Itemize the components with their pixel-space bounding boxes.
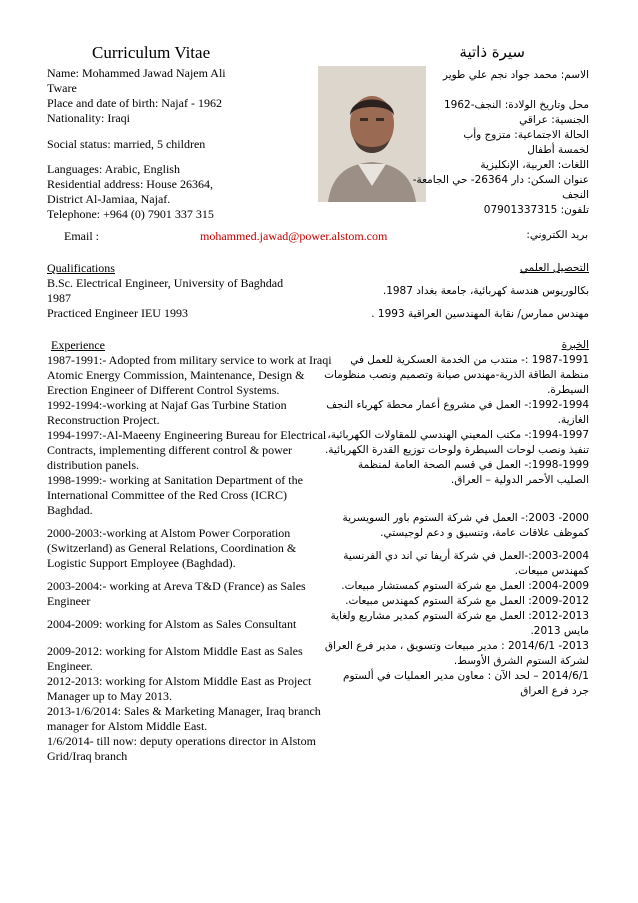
experience-item-arabic: 2003-2004:-العمل في شركة أريفا تي اند دي الفرنسية كمهندس مبيعات.	[343, 550, 589, 577]
experience-item: 1994-1997:-Al-Maeeny Engineering Bureau for Electrical Contracts, implementing different control & power distribution panels.	[47, 428, 327, 472]
title-english: Curriculum Vitae	[92, 43, 211, 62]
qualifications-english	[47, 261, 332, 321]
qualifications-arabic	[324, 261, 589, 322]
experience-item: 2012-2013: working for Alstom Middle East as Project Manager up to May 2013.	[47, 674, 312, 703]
experience-heading-arabic: الخبرة	[561, 339, 589, 351]
experience-item: 2013-1/6/2014: Sales & Marketing Manager, Iraq branch manager for Alstom Middle East.	[47, 704, 321, 733]
experience-item: 2000-2003:-working at Alstom Power Corporation (Switzerland) as General Relations, Coordination & Logistic Support Employee (Baghdad).	[47, 526, 297, 570]
practiced-engineer: Practiced Engineer IEU 1993	[47, 306, 188, 320]
address-arabic-2: النجف	[562, 189, 589, 201]
experience-item: 1/6/2014- till now: deputy operations director in Alstom Grid/Iraq branch	[47, 734, 316, 763]
degree-arabic: بكالوريوس هندسة كهربائية، جامعة بغداد 1987.	[382, 285, 589, 297]
experience-item: 2004-2009: working for Alstom as Sales Consultant	[47, 617, 297, 631]
social-arabic-2: لخمسة أطفال	[527, 144, 589, 156]
nationality-arabic: الجنسية: عراقي	[519, 114, 589, 126]
qualifications-heading: Qualifications	[47, 261, 115, 275]
address-line-1: Residential address: House 26364,	[47, 177, 213, 191]
experience-heading: Experience	[51, 338, 105, 352]
name-arabic: الاسم: محمد جواد نجم علي طوير	[442, 69, 589, 81]
personal-info-english	[47, 66, 332, 126]
qualifications-heading-arabic: التحصيل العلمي	[519, 262, 589, 274]
experience-item-arabic: 2009-2012: العمل مع شركة الستوم كمهندس مبيعات.	[345, 595, 589, 607]
experience-item-arabic: 2012-2013: العمل مع شركة الستوم كمدير مشاريع ولغاية مايس 2013.	[330, 610, 589, 637]
languages: Languages: Arabic, English	[47, 162, 180, 176]
social-status: Social status: married, 5 children	[47, 137, 206, 151]
contact-info-english	[47, 162, 332, 222]
social-status-english	[47, 137, 332, 152]
experience-item-arabic: 2014/6/1 – لحد الآن : معاون مدير العمليات في ألستوم جرد فرع العراق	[343, 670, 589, 697]
degree-line-2: 1987	[47, 291, 71, 305]
telephone-arabic: تلفون: 07901337315	[483, 204, 589, 216]
experience-english	[47, 338, 332, 764]
address-arabic-1: عنوان السكن: دار 26364- حي الجامعة-	[412, 174, 589, 186]
experience-item-arabic: 2004-2009: العمل مع شركة الستوم كمستشار مبيعات.	[341, 580, 589, 592]
experience-item: 1992-1994:-working at Najaf Gas Turbine Station Reconstruction Project.	[47, 398, 287, 427]
personal-info-arabic	[399, 68, 589, 218]
nationality: Nationality: Iraqi	[47, 111, 130, 125]
experience-item-arabic: 1994-1997:- مكتب المعيني الهندسي للمقاولات الكهربائية، تنفيذ ونصب لوحات السيطرة ولوحات توزيع القدرة الكهربائية.	[324, 429, 589, 456]
experience-item: 2009-2012: working for Alstom Middle East as Sales Engineer.	[47, 644, 303, 673]
address-line-2: District Al-Jamiaa, Najaf.	[47, 192, 171, 206]
experience-item-arabic: 2013- 2014/6/1 : مدير مبيعات وتسويق ، مدير فرع العراق لشركة الستوم الشرق الأوسط.	[324, 640, 589, 667]
birth-info: Place and date of birth: Najaf - 1962	[47, 96, 222, 110]
experience-item: 2003-2004:- working at Areva T&D (France) as Sales Engineer	[47, 579, 306, 608]
languages-arabic: اللغات: العربية، الإنكليزية	[480, 159, 589, 171]
name-line-1: Name: Mohammed Jawad Najem Ali	[47, 66, 226, 80]
social-arabic-1: الحالة الاجتماعية: متزوج وأب	[463, 129, 589, 141]
practiced-arabic: مهندس ممارس/ نقابة المهندسين العراقية 1993 .	[371, 308, 589, 320]
birth-arabic: محل وتاريخ الولادة: النجف-1962	[443, 99, 589, 111]
name-line-2: Tware	[47, 81, 77, 95]
experience-item-arabic: 1992-1994:- العمل في مشروع أعمار محطة كهرباء النجف الغازية.	[326, 399, 589, 426]
experience-arabic	[324, 338, 589, 699]
experience-item: 1987-1991:- Adopted from military service to work at Iraqi Atomic Energy Commission, Maintenance, Design & Erection Engineer of Different Control Systems.	[47, 353, 332, 397]
title-arabic: سيرة ذاتية	[459, 43, 525, 61]
experience-item-arabic: 2000- 2003:- العمل في شركة الستوم باور السويسرية كموظف علاقات عامة، وتنسيق و دعم لوجيستي.	[342, 512, 589, 539]
experience-item: 1998-1999:- working at Sanitation Department of the International Committee of the Red Cross (ICRC) Baghdad.	[47, 473, 303, 517]
email-label-arabic: بريد الكتروني:	[526, 229, 588, 241]
telephone: Telephone: +964 (0) 7901 337 315	[47, 207, 214, 221]
experience-item-arabic: 1987-1991 :- منتدب من الخدمة العسكرية للعمل في منظمة الطاقة الذرية-مهندس صيانة وتصميم ونصب منظومات السيطرة.	[324, 354, 589, 396]
experience-item-arabic: 1998-1999:- العمل في قسم الصحة العامة لمنظمة الصليب الأحمر الدولية – العراق.	[358, 459, 589, 486]
degree-line-1: B.Sc. Electrical Engineer, University of Baghdad	[47, 276, 284, 290]
email-address[interactable]: mohammed.jawad@power.alstom.com	[200, 229, 388, 243]
email-label: Email :	[64, 229, 99, 243]
